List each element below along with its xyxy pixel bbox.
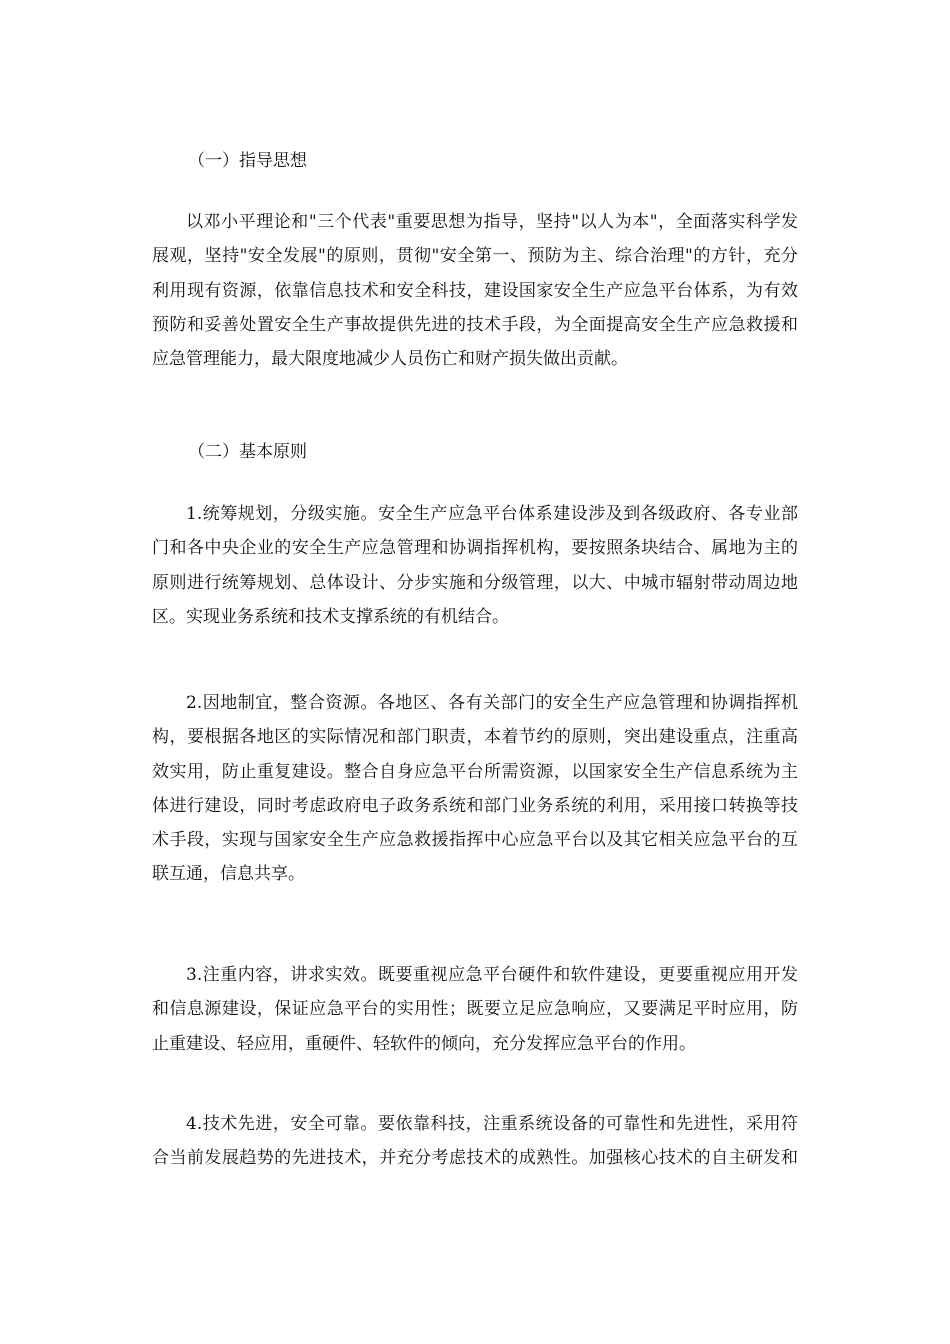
text-line: 止重建设、轻应用，重硬件、轻软件的倾向，充分发挥应急平台的作用。 bbox=[152, 1033, 696, 1054]
text-line: 1.统筹规划，分级实施。安全生产应急平台体系建设涉及到各级政府、各专业部 bbox=[186, 504, 798, 524]
text-line: 以邓小平理论和"三个代表"重要思想为指导，坚持"以人为本"，全面落实科学发 bbox=[186, 212, 798, 232]
text-line: 预防和妥善处置安全生产事故提供先进的技术手段，为全面提高安全生产应急救援和 bbox=[152, 314, 798, 335]
section-heading-basic-principles: （二）基本原则 bbox=[188, 442, 307, 462]
paragraph-principle-2 bbox=[152, 686, 798, 892]
text-line: 4.技术先进，安全可靠。要依靠科技，注重系统设备的可靠性和先进性，采用符 bbox=[186, 1114, 798, 1134]
text-line: 效实用，防止重复建设。整合自身应急平台所需资源，以国家安全生产信息系统为主 bbox=[152, 761, 798, 782]
text-line: 体进行建设，同时考虑政府电子政务系统和部门业务系统的利用，采用接口转换等技 bbox=[152, 795, 798, 816]
text-line: 和信息源建设，保证应急平台的实用性；既要立足应急响应，又要满足平时应用，防 bbox=[152, 999, 798, 1020]
paragraph-principle-1 bbox=[152, 497, 798, 634]
text-line: 利用现有资源，依靠信息技术和安全科技，建设国家安全生产应急平台体系，为有效 bbox=[152, 280, 798, 301]
text-line: 原则进行统筹规划、总体设计、分步实施和分级管理，以大、中城市辐射带动周边地 bbox=[152, 572, 798, 593]
text-line: 展观，坚持"安全发展"的原则，贯彻"安全第一、预防为主、综合治理"的方针，充分 bbox=[152, 246, 798, 267]
paragraph-guiding-ideology bbox=[152, 205, 798, 376]
text-line: 区。实现业务系统和技术支撑系统的有机结合。 bbox=[152, 606, 509, 627]
text-line: 构，要根据各地区的实际情况和部门职责，本着节约的原则，突出建设重点，注重高 bbox=[152, 727, 798, 748]
text-line: 联互通，信息共享。 bbox=[152, 864, 305, 885]
text-line: 2.因地制宜，整合资源。各地区、各有关部门的安全生产应急管理和协调指挥机 bbox=[186, 693, 798, 713]
text-line: 门和各中央企业的安全生产应急管理和协调指挥机构，要按照条块结合、属地为主的 bbox=[152, 538, 798, 559]
section-heading-guiding-ideology: （一）指导思想 bbox=[188, 151, 307, 171]
text-line: 合当前发展趋势的先进技术，并充分考虑技术的成熟性。加强核心技术的自主研发和 bbox=[152, 1148, 798, 1169]
paragraph-principle-3 bbox=[152, 958, 798, 1061]
text-line: 术手段，实现与国家安全生产应急救援指挥中心应急平台以及其它相关应急平台的互 bbox=[152, 830, 798, 851]
paragraph-principle-4 bbox=[152, 1107, 798, 1176]
text-line: 应急管理能力，最大限度地减少人员伤亡和财产损失做出贡献。 bbox=[152, 349, 628, 370]
text-line: 3.注重内容，讲求实效。既要重视应急平台硬件和软件建设，更要重视应用开发 bbox=[186, 965, 798, 985]
